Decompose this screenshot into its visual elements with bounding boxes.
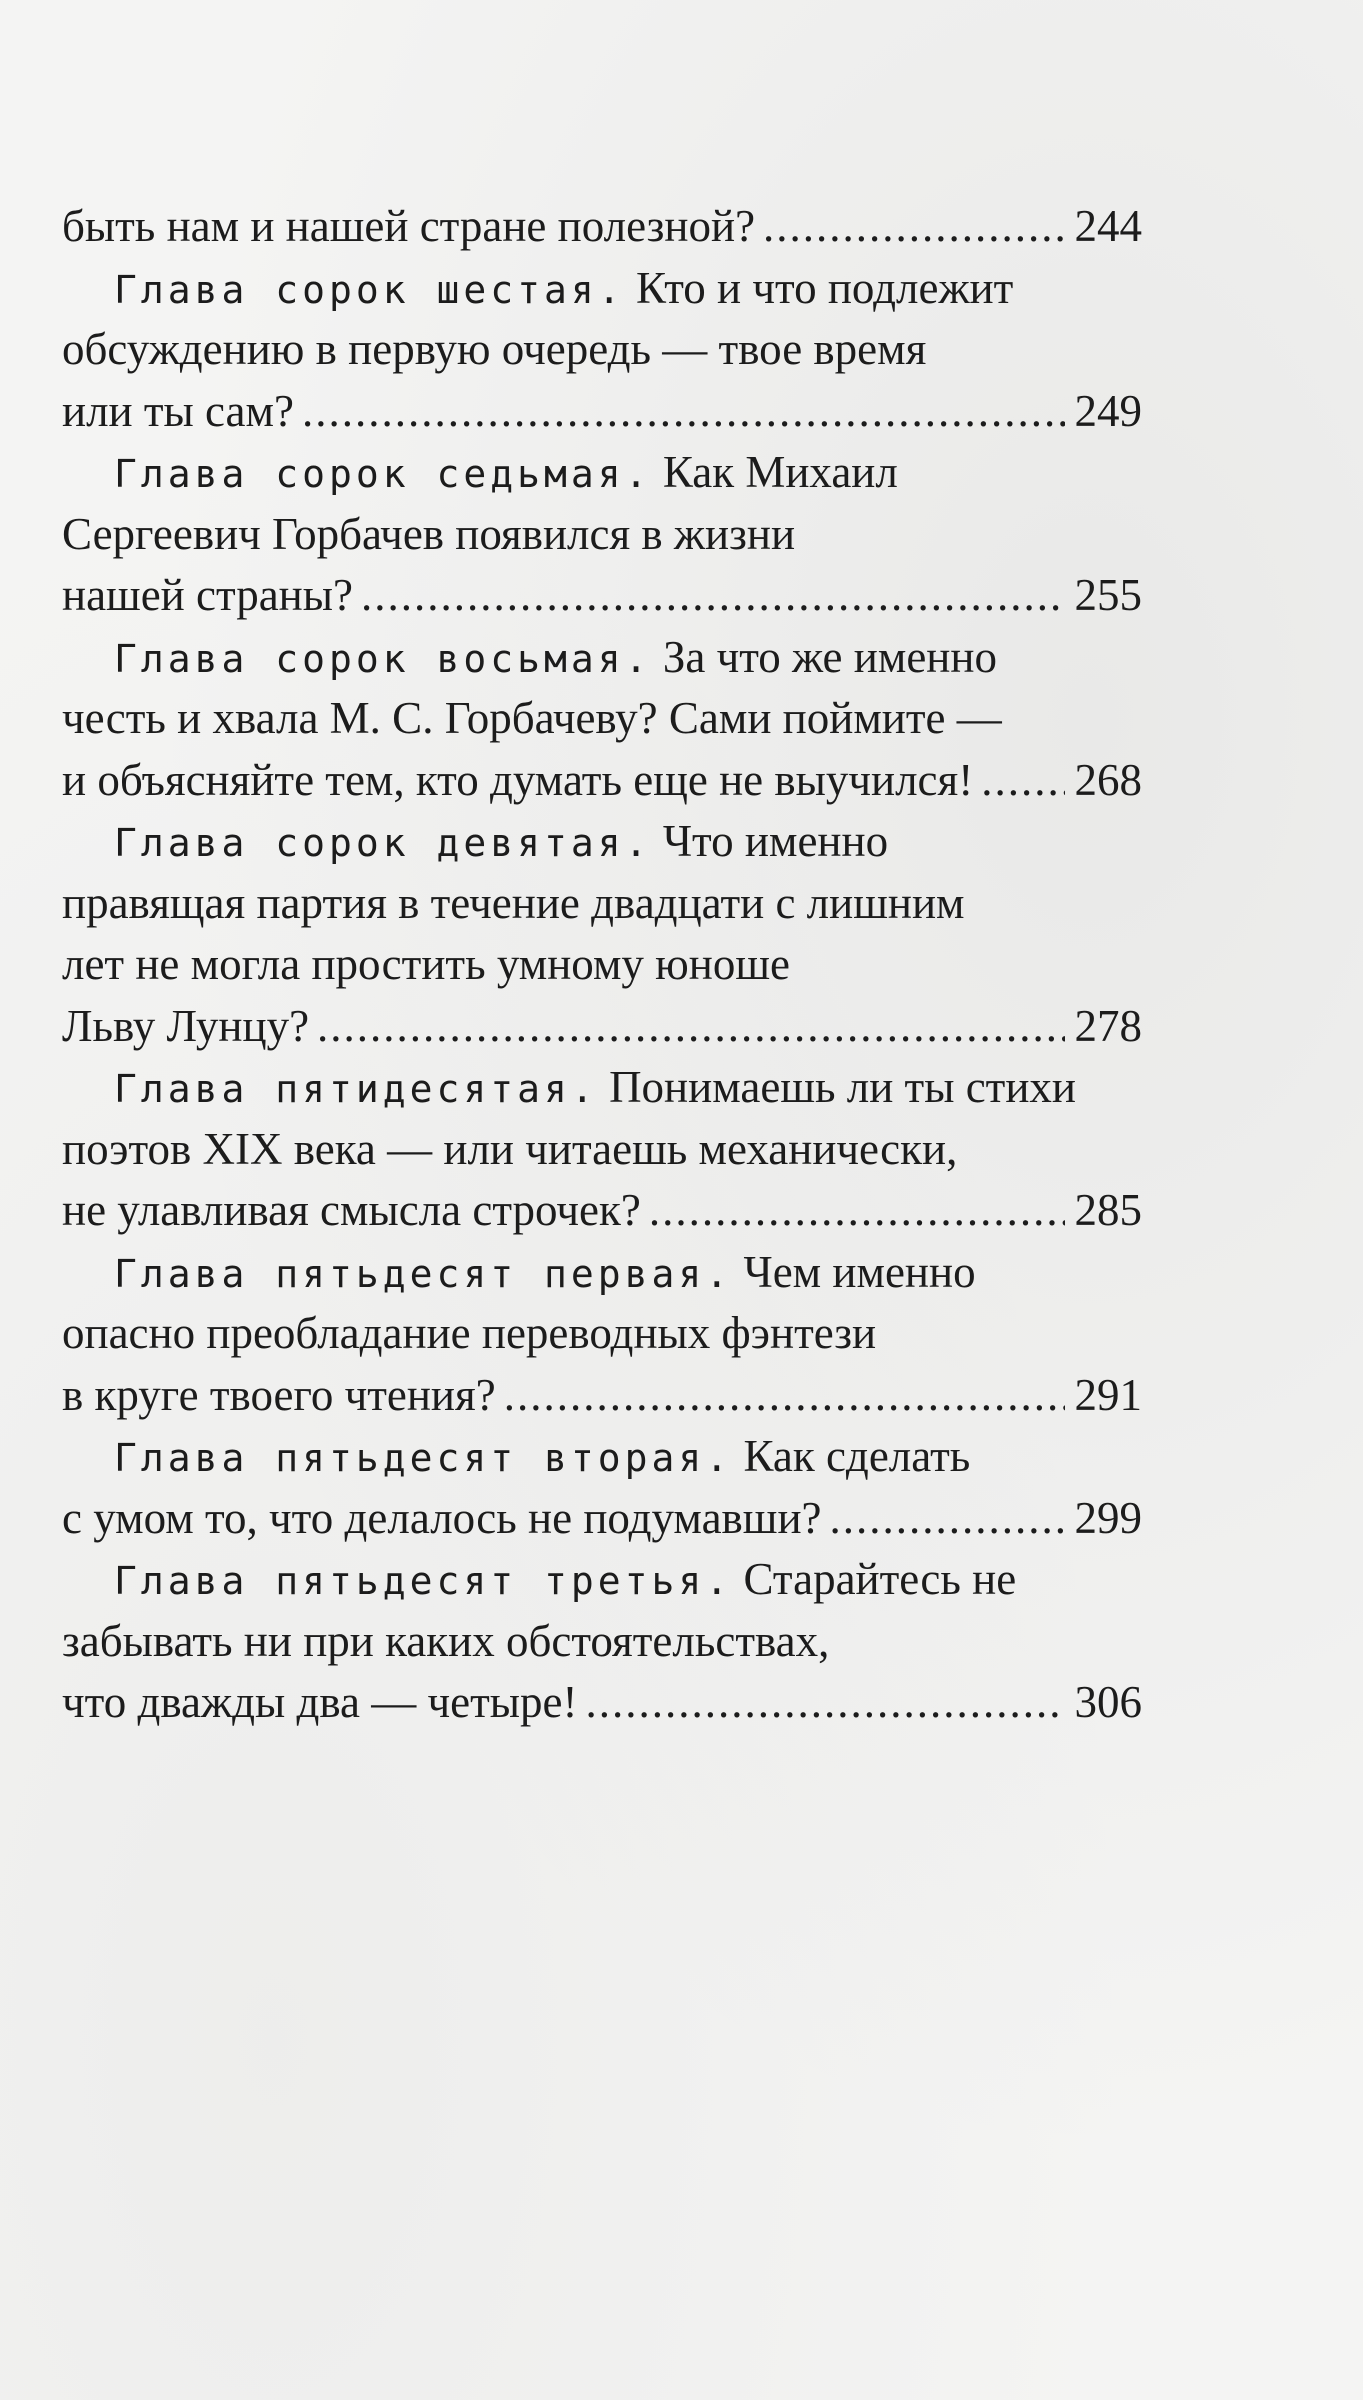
toc-middle-line: опасно преобладание переводных фэнтези	[62, 1308, 877, 1358]
toc-first-line	[62, 1549, 1142, 1611]
chapter-label: Глава сорок седьмая.	[114, 452, 652, 496]
entry-title-end: в круге твоего чтения?	[62, 1369, 496, 1420]
entry-title-start: Кто и что подлежит	[635, 262, 1014, 313]
toc-first-line	[62, 1057, 1142, 1119]
entry-title-start: Как Михаил	[662, 447, 898, 497]
page-number: 278	[1074, 1000, 1142, 1051]
toc-entry	[62, 442, 1142, 627]
toc-entry	[62, 1549, 1142, 1734]
dot-leader	[585, 1672, 1064, 1734]
toc-first-line	[62, 1242, 1142, 1304]
toc-first-line	[62, 811, 1142, 873]
entry-title-start: Старайтесь не	[743, 1554, 1017, 1604]
page-number: 299	[1074, 1492, 1142, 1543]
table-of-contents	[62, 196, 1142, 1734]
entry-title-start: Чем именно	[743, 1246, 976, 1297]
page-number: 285	[1074, 1185, 1142, 1235]
chapter-label: Глава сорок девятая.	[114, 821, 652, 865]
dot-leader	[302, 381, 1065, 443]
toc-middle-line: честь и хвала М. С. Горбачеву? Сами поймите —	[62, 693, 1002, 743]
page-number: 249	[1074, 385, 1142, 436]
entry-title-end: быть нам и нашей стране полезной?	[62, 201, 756, 251]
toc-first-line	[62, 442, 1142, 504]
dot-leader	[361, 565, 1065, 627]
toc-middle-line: Сергеевич Горбачев появился в жизни	[62, 508, 796, 559]
entry-title-end: или ты сам?	[62, 385, 294, 436]
chapter-label: Глава пятидесятая.	[114, 1067, 598, 1111]
toc-last-line	[62, 196, 1142, 258]
toc-last-line	[62, 1365, 1142, 1427]
toc-entry	[62, 1057, 1142, 1242]
toc-middle-line: поэтов XIX века — или читаешь механически,	[62, 1123, 958, 1174]
entry-title-start: Как сделать	[743, 1431, 971, 1481]
entry-title-end: с умом то, что делалось не подумавши?	[62, 1492, 822, 1543]
toc-last-line	[62, 750, 1142, 812]
toc-middle-line: лет не могла простить умному юноше	[62, 939, 790, 989]
toc-entry	[62, 811, 1142, 1057]
entry-title-start: Понимаешь ли ты стихи	[609, 1062, 1077, 1112]
page-number: 268	[1074, 754, 1142, 805]
toc-entry	[62, 258, 1142, 443]
page-number: 306	[1074, 1677, 1142, 1727]
toc-entry	[62, 627, 1142, 812]
dot-leader	[649, 1180, 1065, 1242]
toc-last-line	[62, 1488, 1142, 1550]
toc-last-line	[62, 565, 1142, 627]
page-number: 255	[1074, 570, 1142, 620]
toc-last-line	[62, 1672, 1142, 1734]
dot-leader	[317, 996, 1064, 1058]
entry-title-start: За что же именно	[662, 631, 997, 682]
toc-entry	[62, 196, 1142, 258]
dot-leader	[763, 196, 1064, 258]
entry-title-end: и объясняйте тем, кто думать еще не выучился!	[62, 754, 974, 805]
entry-title-end: нашей страны?	[62, 570, 353, 620]
dot-leader	[830, 1488, 1065, 1550]
toc-entry	[62, 1242, 1142, 1427]
page-number: 291	[1074, 1369, 1142, 1420]
toc-middle-line: обсуждению в первую очередь — твое время	[62, 324, 927, 374]
entry-title-end: не улавливая смысла строчек?	[62, 1185, 641, 1235]
toc-middle-line: забывать ни при каких обстоятельствах,	[62, 1615, 830, 1666]
toc-last-line	[62, 996, 1142, 1058]
toc-first-line	[62, 1426, 1142, 1488]
dot-leader	[981, 750, 1064, 812]
chapter-label: Глава сорок шестая.	[114, 267, 625, 312]
chapter-label: Глава сорок восьмая.	[114, 636, 652, 681]
entry-title-end: Льву Лунцу?	[62, 1000, 310, 1051]
entry-title-start: Что именно	[662, 816, 889, 866]
toc-last-line	[62, 381, 1142, 443]
toc-first-line	[62, 627, 1142, 689]
chapter-label: Глава пятьдесят вторая.	[114, 1436, 733, 1480]
entry-title-end: что дважды два — четыре!	[62, 1677, 578, 1727]
chapter-label: Глава пятьдесят первая.	[114, 1251, 733, 1296]
chapter-label: Глава пятьдесят третья.	[114, 1559, 733, 1603]
page-number: 244	[1074, 201, 1142, 251]
toc-last-line	[62, 1180, 1142, 1242]
dot-leader	[504, 1365, 1065, 1427]
toc-middle-line: правящая партия в течение двадцати с лишним	[62, 877, 965, 928]
toc-entry	[62, 1426, 1142, 1549]
toc-first-line	[62, 258, 1142, 320]
